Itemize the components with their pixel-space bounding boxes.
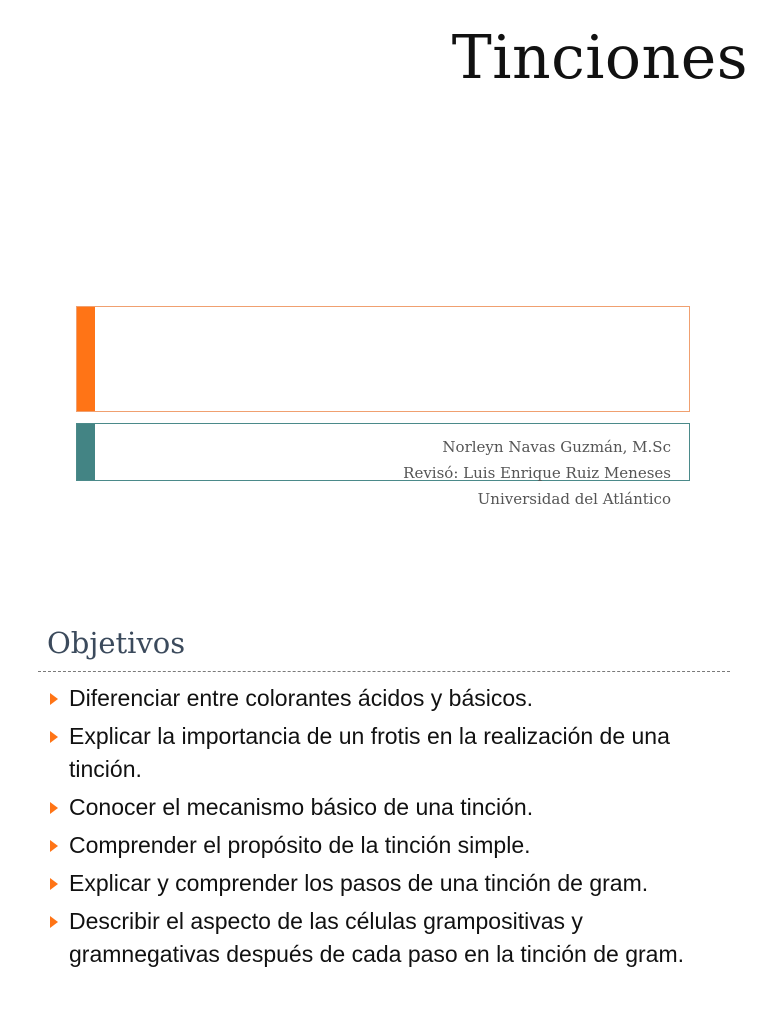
triangle-right-icon [50,693,58,705]
title-accent-bar [77,307,95,411]
institution-line: Universidad del Atlántico [477,490,671,508]
list-item-text: Comprender el propósito de la tinción simple. [69,832,531,858]
author-line: Norleyn Navas Guzmán, M.Sc [442,438,671,456]
list-item-text: Diferenciar entre colorantes ácidos y básicos. [69,685,534,711]
list-item [48,829,738,862]
list-item-text: Describir el aspecto de las células grampositivas y gramnegativas después de cada paso en la tinción de gram. [69,908,685,967]
list-item [48,867,738,900]
list-item-text: Explicar la importancia de un frotis en la realización de una tinción. [69,723,670,782]
title-box [76,306,690,412]
subtitle-accent-bar [77,424,95,480]
reviewer-line: Revisó: Luis Enrique Ruiz Meneses [403,464,671,482]
triangle-right-icon [50,731,58,743]
triangle-right-icon [50,916,58,928]
slide-title: Tinciones [451,23,748,93]
triangle-right-icon [50,840,58,852]
list-item [48,905,738,971]
list-item [48,791,738,824]
triangle-right-icon [50,878,58,890]
subtitle-block [403,434,671,512]
list-item-text: Explicar y comprender los pasos de una tinción de gram. [69,870,649,896]
triangle-right-icon [50,802,58,814]
list-item [48,682,738,715]
objectives-heading: Objetivos [47,626,186,660]
heading-divider [38,671,730,672]
objectives-list [48,682,738,976]
list-item [48,720,738,786]
list-item-text: Conocer el mecanismo básico de una tinción. [69,794,534,820]
